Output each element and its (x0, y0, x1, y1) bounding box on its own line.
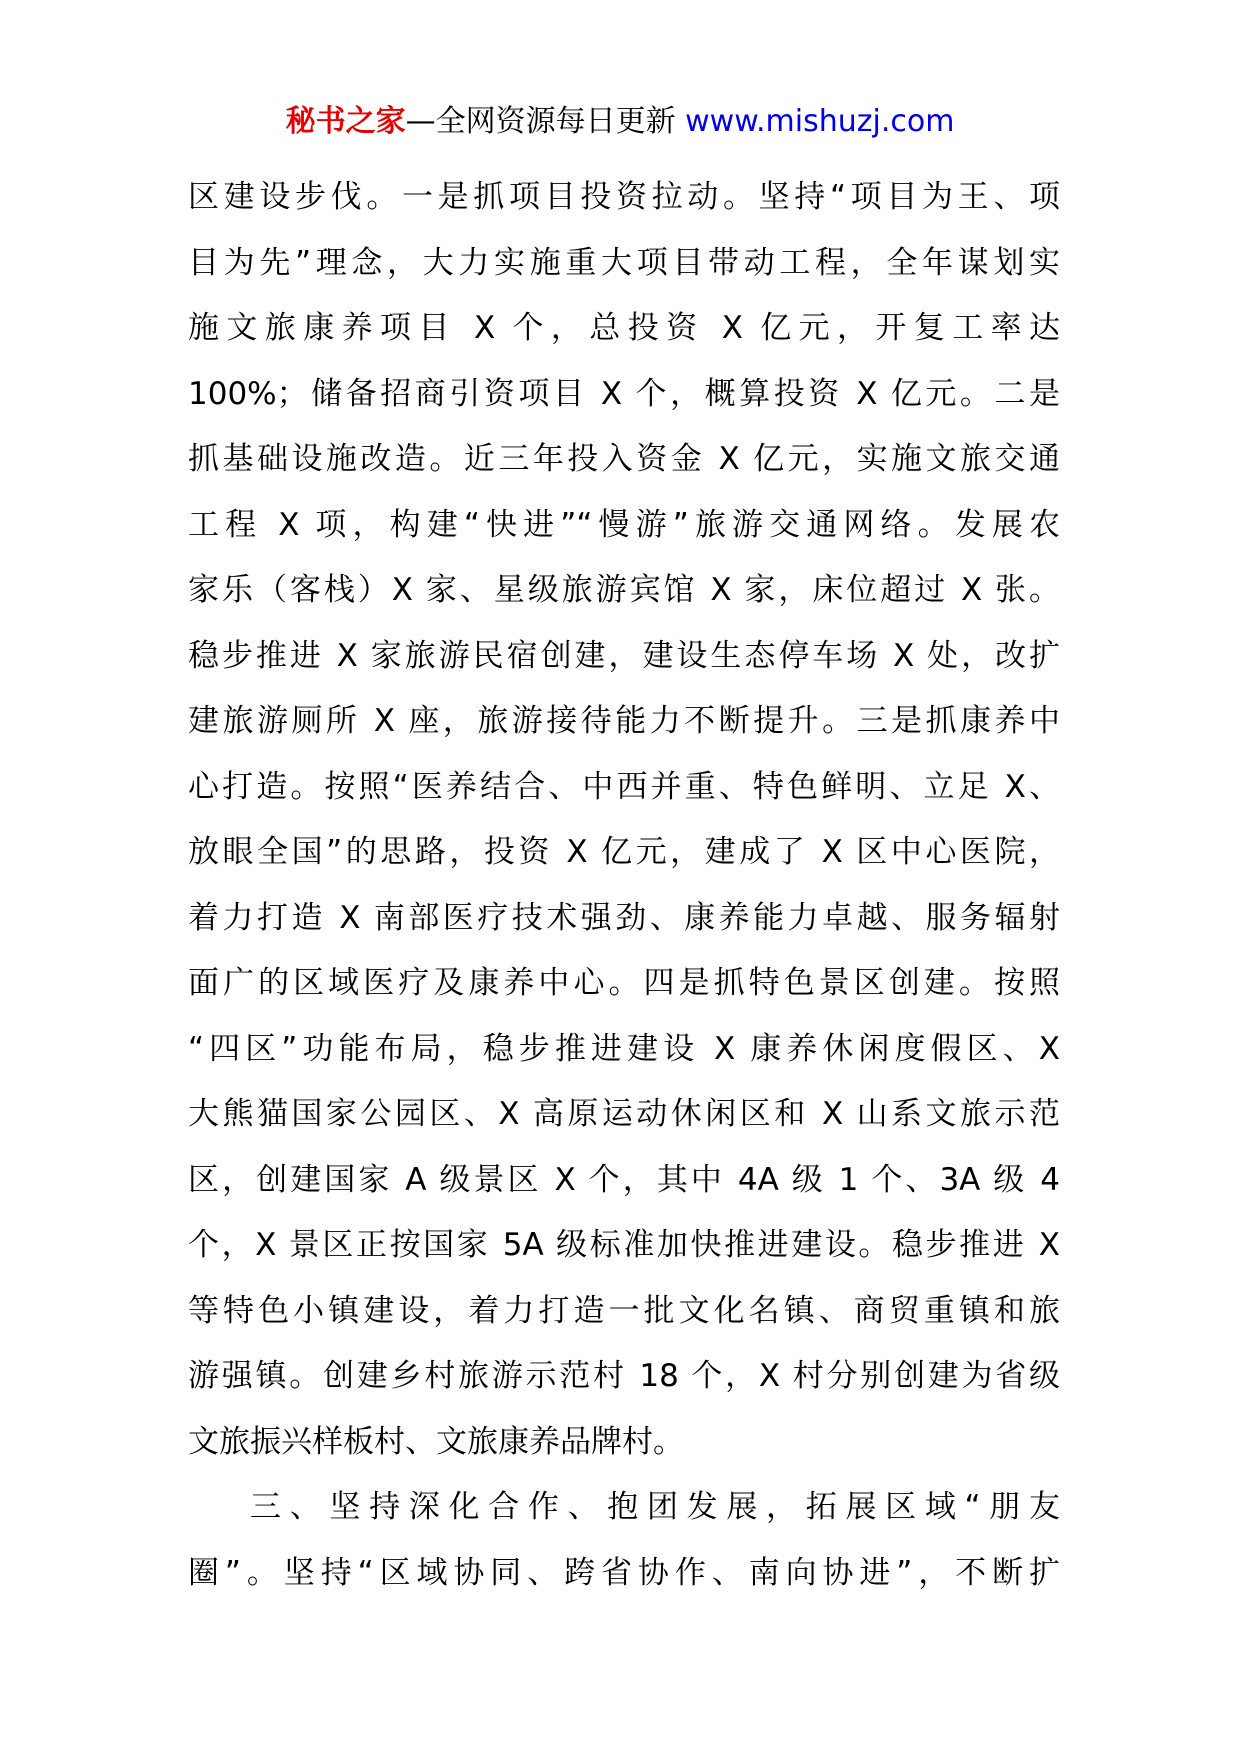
text-line: 面广的区域医疗及康养中心。四是抓特色景区创建。按照 (188, 965, 1060, 1001)
text-line: 抓基础设施改造。近三年投入资金 X 亿元，实施文旅交通 (188, 441, 1060, 477)
text-line: 家乐（客栈）X 家、星级旅游宾馆 X 家，床位超过 X 张。 (188, 572, 1060, 608)
text-line: 稳步推进 X 家旅游民宿创建，建设生态停车场 X 处，改扩 (188, 637, 1060, 674)
text-line: 圈”。坚持“区域协同、跨省协作、南向协进”，不断扩 (188, 1554, 1060, 1591)
text-line: 区建设步伐。一是抓项目投资拉动。坚持“项目为王、项 (188, 179, 1060, 215)
text-line: 目为先”理念，大力实施重大项目带动工程，全年谋划实 (188, 244, 1060, 281)
site-url-link[interactable]: www.mishuzj.com (685, 104, 955, 139)
text-line: 放眼全国”的思路，投资 X 亿元，建成了 X 区中心医院， (188, 834, 1060, 870)
text-line: 100%；储备招商引资项目 X 个，概算投资 X 亿元。二是 (188, 375, 1060, 412)
text-line: 等特色小镇建设，着力打造一批文化名镇、商贸重镇和旅 (188, 1292, 1060, 1329)
text-line: 着力打造 X 南部医疗技术强劲、康养能力卓越、服务辐射 (188, 899, 1060, 936)
text-line: 施文旅康养项目 X 个，总投资 X 亿元，开复工率达 (188, 310, 1060, 346)
page-header (0, 102, 1240, 142)
section-heading-line: 三、坚持深化合作、抱团发展，拓展区域“朋友 (250, 1489, 1060, 1525)
text-line: 心打造。按照“医养结合、中西并重、特色鲜明、立足 X、 (188, 768, 1060, 805)
text-line: “四区”功能布局，稳步推进建设 X 康养休闲度假区、X (188, 1030, 1060, 1067)
text-line: 大熊猫国家公园区、X 高原运动休闲区和 X 山系文旅示范 (188, 1096, 1060, 1132)
text-line: 建旅游厕所 X 座，旅游接待能力不断提升。三是抓康养中 (188, 703, 1060, 739)
text-line: 个，X 景区正按国家 5A 级标准加快推进建设。稳步推进 X (188, 1227, 1060, 1263)
text-line: 工程 X 项，构建“快进”“慢游”旅游交通网络。发展农 (188, 506, 1060, 543)
text-line: 区，创建国家 A 级景区 X 个，其中 4A 级 1 个、3A 级 4 (188, 1161, 1060, 1198)
site-tagline: —全网资源每日更新 (405, 104, 686, 139)
text-line: 游强镇。创建乡村旅游示范村 18 个，X 村分别创建为省级 (188, 1358, 1060, 1394)
document-body (188, 165, 1060, 1606)
site-brand: 秘书之家 (285, 104, 406, 139)
paragraph-end-line: 文旅振兴样板村、文旅康养品牌村。 (188, 1423, 684, 1460)
